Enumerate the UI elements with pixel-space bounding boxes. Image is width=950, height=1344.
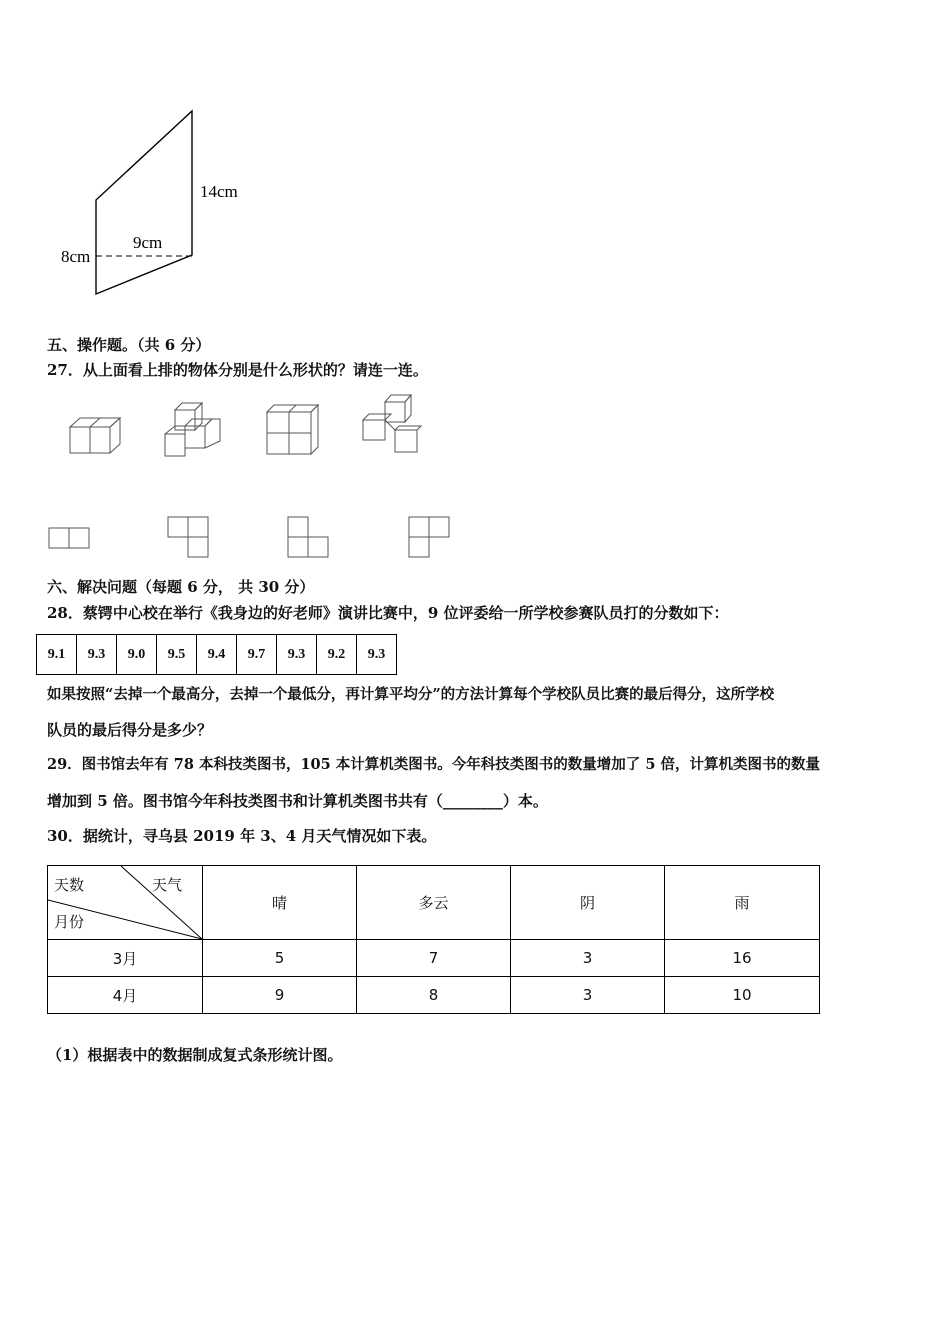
score-cell: 9.0 <box>117 635 157 675</box>
score-cell: 9.7 <box>237 635 277 675</box>
cube-object-1 <box>65 410 125 458</box>
value-cell: 16 <box>665 940 820 977</box>
column-header: 多云 <box>357 866 511 940</box>
table-row <box>48 977 820 1014</box>
month-cell: 4月 <box>48 977 203 1014</box>
score-cell: 9.5 <box>157 635 197 675</box>
label-base: 9cm <box>133 233 163 252</box>
trapezoid-shape <box>96 111 192 294</box>
value-cell: 7 <box>357 940 511 977</box>
cube-object-3 <box>262 400 322 458</box>
score-cell: 9.3 <box>77 635 117 675</box>
trapezoid-figure <box>55 105 255 305</box>
month-cell: 3月 <box>48 940 203 977</box>
score-cell: 9.4 <box>197 635 237 675</box>
score-cell: 9.3 <box>357 635 397 675</box>
score-cell: 9.3 <box>277 635 317 675</box>
question-28-line2: 队员的最后得分是多少？ <box>47 721 213 739</box>
question-27: 27．从上面看上排的物体分别是什么形状的？请连一连。 <box>47 361 428 379</box>
corner-days: 天数 <box>54 876 85 894</box>
scores-table <box>36 634 397 675</box>
top-view-4 <box>406 514 452 560</box>
question-28: 28．蔡锷中心校在举行《我身边的好老师》演讲比赛中，9 位评委给一所学校参赛队员打的分数如下： <box>47 604 729 622</box>
scores-row <box>37 635 397 675</box>
label-height: 14cm <box>200 182 238 201</box>
value-cell: 10 <box>665 977 820 1014</box>
column-header: 晴 <box>203 866 357 940</box>
top-view-3 <box>286 514 330 560</box>
table-row <box>48 940 820 977</box>
section5-heading: 五、操作题。（共 6 分） <box>47 336 211 354</box>
question-29-line2: 增加到 5 倍。图书馆今年科技类图书和计算机类图书共有（________）本。 <box>47 792 548 810</box>
question-28-line1: 如果按照“去掉一个最高分，去掉一个最低分，再计算平均分”的方法计算每个学校队员比赛的最后得分，这所学校 <box>47 686 775 703</box>
section6-heading: 六、解决问题（每题 6 分， 共 30 分） <box>47 578 315 596</box>
corner-weather: 天气 <box>152 876 183 894</box>
column-header: 阴 <box>511 866 665 940</box>
value-cell: 3 <box>511 977 665 1014</box>
score-cell: 9.2 <box>317 635 357 675</box>
value-cell: 3 <box>511 940 665 977</box>
label-side: 8cm <box>61 247 91 266</box>
top-view-2 <box>166 514 210 560</box>
weather-header-row <box>48 866 820 940</box>
corner-month: 月份 <box>54 913 85 931</box>
value-cell: 8 <box>357 977 511 1014</box>
question-29-line1: 29．图书馆去年有 78 本科技类图书，105 本计算机类图书。今年科技类图书的数量增加了 5 倍，计算机类图书的数量 <box>47 756 820 773</box>
column-header: 雨 <box>665 866 820 940</box>
value-cell: 5 <box>203 940 357 977</box>
value-cell: 9 <box>203 977 357 1014</box>
question-30-sub1: （1）根据表中的数据制成复式条形统计图。 <box>47 1046 343 1064</box>
cube-object-2 <box>160 398 228 460</box>
top-view-1 <box>47 525 91 551</box>
score-cell: 9.1 <box>37 635 77 675</box>
corner-cell <box>48 866 203 940</box>
question-30: 30．据统计，寻乌县 2019 年 3、4 月天气情况如下表。 <box>47 827 437 845</box>
weather-table <box>47 865 820 1014</box>
cube-object-4 <box>355 390 425 458</box>
